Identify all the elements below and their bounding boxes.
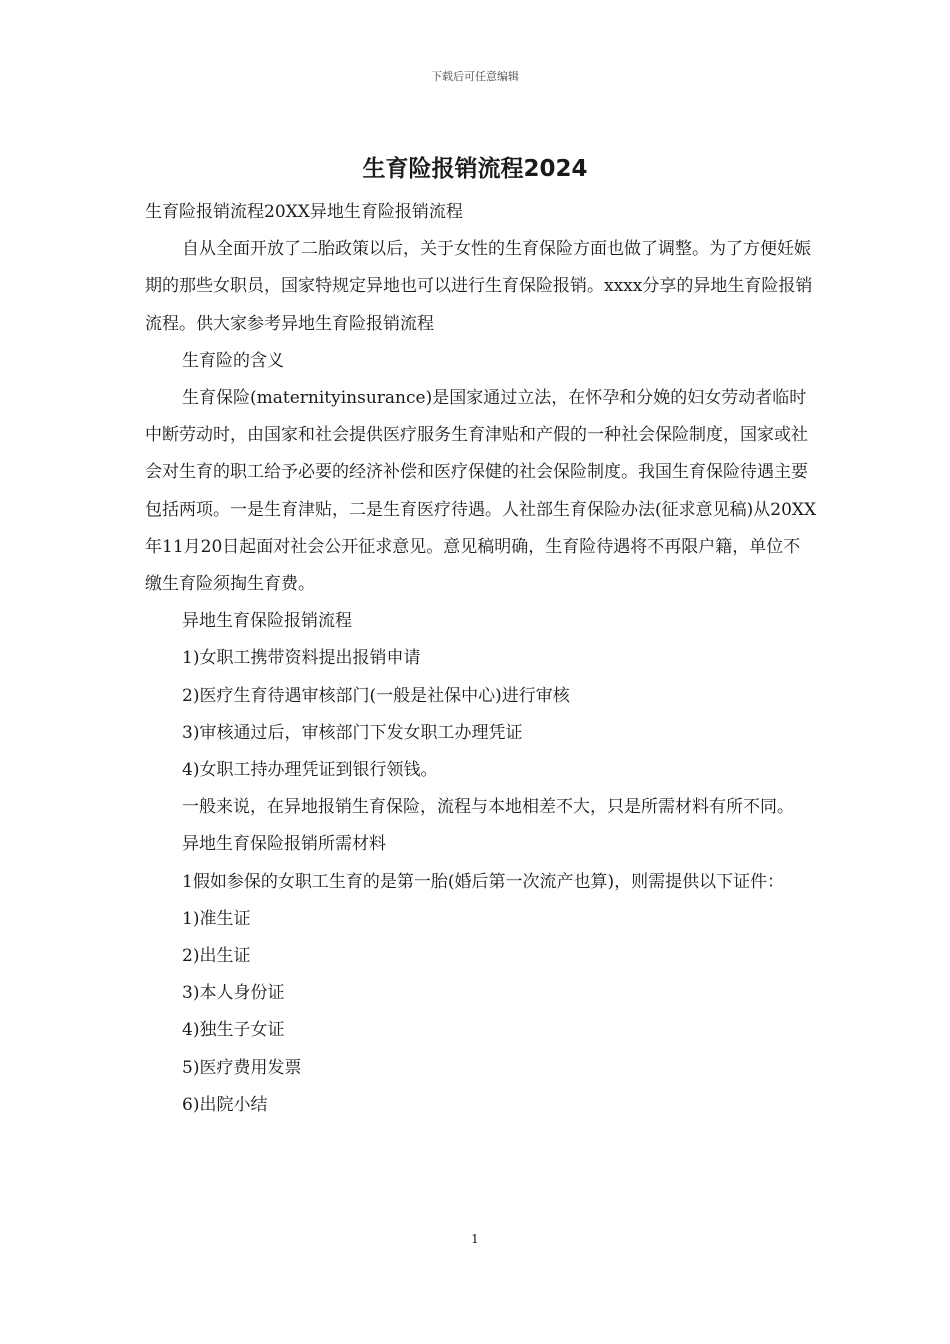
paragraph-subtitle: 生育险报销流程20XX异地生育险报销流程 — [145, 202, 463, 222]
list-item: 4)独生子女证 — [182, 1020, 285, 1041]
paragraph-definition: 生育保险(maternityinsurance)是国家通过立法，在怀孕和分娩的妇女劳动者临时中断劳动时，由国家和社会提供医疗服务生育津贴和产假的一种社会保险制度，国家或社会对生育的职工给予必要的经济补偿和医疗保健的社会保险制度。我国生育保险待遇主要包括两项。一是生育津贴，二是生育医疗待遇。人社部生育保险办法(征求意见稿)从20XX年11月20日起面对社会公开征求意见。意见稿明确，生育险待遇将不再限户籍，单位不缴生育险须掏生育费。 — [145, 388, 817, 595]
list-item: 2)医疗生育待遇审核部门(一般是社保中心)进行审核 — [182, 685, 570, 706]
list-item: 1)准生证 — [182, 908, 251, 929]
list-item: 2)出生证 — [182, 946, 251, 967]
section-heading-definition: 生育险的含义 — [182, 350, 284, 371]
list-item: 4)女职工持办理凭证到银行领钱。 — [182, 760, 438, 781]
section-heading-materials: 异地生育保险报销所需材料 — [182, 834, 386, 855]
document-title: 生育险报销流程2024 — [362, 156, 588, 182]
list-item: 1)女职工携带资料提出报销申请 — [182, 648, 421, 669]
list-item: 6)出院小结 — [182, 1094, 268, 1115]
document-body — [145, 194, 817, 1124]
list-item: 5)医疗费用发票 — [182, 1057, 302, 1078]
list-item: 3)本人身份证 — [182, 983, 285, 1004]
section-heading-process: 异地生育保险报销流程 — [182, 611, 352, 632]
list-item: 3)审核通过后，审核部门下发女职工办理凭证 — [182, 722, 523, 743]
paragraph-intro: 自从全面开放了二胎政策以后，关于女性的生育保险方面也做了调整。为了方便妊娠期的那些女职员，国家特规定异地也可以进行生育保险报销。xxxx分享的异地生育险报销流程。供大家参考异地生育险报销流程 — [145, 239, 813, 334]
page-number: 1 — [471, 1232, 479, 1246]
page-header: 下载后可任意编辑 — [431, 70, 519, 83]
paragraph-first-child: 1假如参保的女职工生育的是第一胎(婚后第一次流产也算)，则需提供以下证件： — [182, 871, 785, 892]
paragraph-summary: 一般来说，在异地报销生育保险，流程与本地相差不大，只是所需材料有所不同。 — [182, 797, 794, 818]
